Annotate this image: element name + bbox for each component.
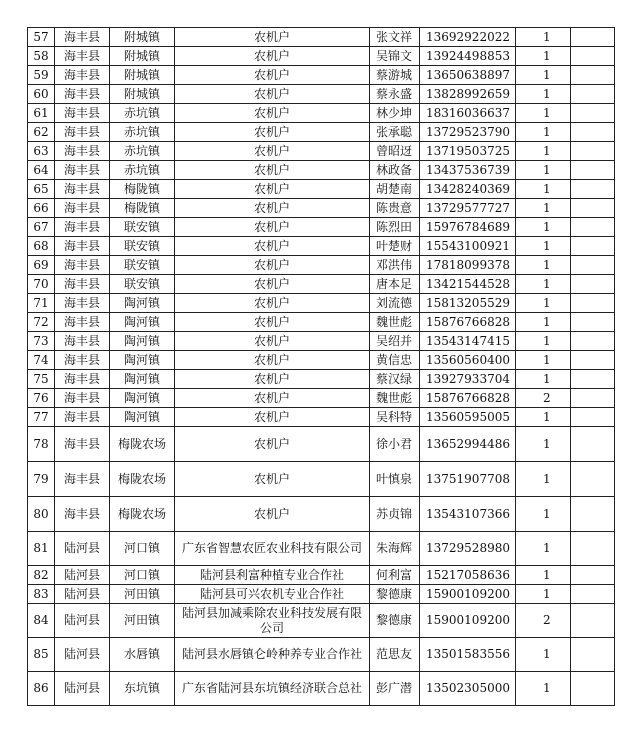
entity-cell: 农机户: [175, 256, 370, 275]
entity-cell: 农机户: [175, 313, 370, 332]
county-cell: 海丰县: [55, 389, 110, 408]
entity-cell: 农机户: [175, 462, 370, 497]
county-cell: 海丰县: [55, 218, 110, 237]
phone-cell: 13543107366: [420, 497, 516, 532]
empty-cell: [571, 161, 615, 180]
empty-cell: [571, 275, 615, 294]
county-cell: 陆河县: [55, 672, 110, 706]
entity-cell: 农机户: [175, 351, 370, 370]
phone-cell: 15900109200: [420, 585, 516, 604]
town-cell: 梅陇农场: [110, 497, 175, 532]
town-cell: 赤坑镇: [110, 104, 175, 123]
count-cell: 2: [516, 604, 571, 638]
count-cell: 1: [516, 427, 571, 462]
count-cell: 1: [516, 142, 571, 161]
county-cell: 陆河县: [55, 585, 110, 604]
phone-cell: 17818099378: [420, 256, 516, 275]
table-row: [28, 28, 615, 47]
empty-cell: [571, 332, 615, 351]
county-cell: 陆河县: [55, 532, 110, 566]
row-number-cell: 76: [28, 389, 55, 408]
phone-cell: 13692922022: [420, 28, 516, 47]
phone-cell: 15976784689: [420, 218, 516, 237]
entity-cell: 陆河县可兴农机专业合作社: [175, 585, 370, 604]
county-cell: 海丰县: [55, 142, 110, 161]
entity-cell: 陆河县加减乘除农业科技发展有限公司: [175, 604, 370, 638]
phone-cell: 13719503725: [420, 142, 516, 161]
table-row: [28, 123, 615, 142]
table-row: [28, 389, 615, 408]
empty-cell: [571, 180, 615, 199]
phone-cell: 13421544528: [420, 275, 516, 294]
empty-cell: [571, 370, 615, 389]
town-cell: 附城镇: [110, 66, 175, 85]
count-cell: 1: [516, 408, 571, 427]
contact-person-cell: 陈贵意: [370, 199, 420, 218]
row-number-cell: 71: [28, 294, 55, 313]
entity-cell: 农机户: [175, 161, 370, 180]
empty-cell: [571, 389, 615, 408]
count-cell: 1: [516, 462, 571, 497]
row-number-cell: 83: [28, 585, 55, 604]
count-cell: 1: [516, 199, 571, 218]
count-cell: 1: [516, 497, 571, 532]
table-row: [28, 313, 615, 332]
row-number-cell: 59: [28, 66, 55, 85]
contact-person-cell: 朱海辉: [370, 532, 420, 566]
row-number-cell: 75: [28, 370, 55, 389]
empty-cell: [571, 604, 615, 638]
empty-cell: [571, 66, 615, 85]
row-number-cell: 78: [28, 427, 55, 462]
empty-cell: [571, 497, 615, 532]
empty-cell: [571, 313, 615, 332]
contact-person-cell: 彭广潜: [370, 672, 420, 706]
row-number-cell: 63: [28, 142, 55, 161]
count-cell: 1: [516, 180, 571, 199]
empty-cell: [571, 28, 615, 47]
row-number-cell: 69: [28, 256, 55, 275]
entity-cell: 农机户: [175, 218, 370, 237]
table-row: [28, 672, 615, 706]
empty-cell: [571, 427, 615, 462]
town-cell: 水唇镇: [110, 638, 175, 672]
count-cell: 1: [516, 104, 571, 123]
table-row: [28, 104, 615, 123]
contact-person-cell: 何利富: [370, 566, 420, 585]
phone-cell: 13650638897: [420, 66, 516, 85]
entity-cell: 农机户: [175, 199, 370, 218]
entity-cell: 广东省陆河县东坑镇经济联合总社: [175, 672, 370, 706]
town-cell: 东坑镇: [110, 672, 175, 706]
town-cell: 附城镇: [110, 28, 175, 47]
phone-cell: 13428240369: [420, 180, 516, 199]
county-cell: 海丰县: [55, 237, 110, 256]
contact-person-cell: 范思友: [370, 638, 420, 672]
entity-cell: 农机户: [175, 104, 370, 123]
empty-cell: [571, 199, 615, 218]
phone-cell: 13729523790: [420, 123, 516, 142]
count-cell: 1: [516, 585, 571, 604]
row-number-cell: 65: [28, 180, 55, 199]
county-cell: 陆河县: [55, 638, 110, 672]
town-cell: 河口镇: [110, 532, 175, 566]
empty-cell: [571, 532, 615, 566]
county-cell: 海丰县: [55, 161, 110, 180]
entity-cell: 农机户: [175, 275, 370, 294]
town-cell: 联安镇: [110, 218, 175, 237]
row-number-cell: 58: [28, 47, 55, 66]
table-row: [28, 47, 615, 66]
entity-cell: 陆河县利富种植专业合作社: [175, 566, 370, 585]
count-cell: 1: [516, 85, 571, 104]
county-cell: 海丰县: [55, 199, 110, 218]
row-number-cell: 84: [28, 604, 55, 638]
entity-cell: 农机户: [175, 427, 370, 462]
entity-cell: 农机户: [175, 47, 370, 66]
count-cell: 1: [516, 47, 571, 66]
row-number-cell: 62: [28, 123, 55, 142]
phone-cell: 13560595005: [420, 408, 516, 427]
data-table: [27, 27, 615, 706]
phone-cell: 13652994486: [420, 427, 516, 462]
town-cell: 赤坑镇: [110, 142, 175, 161]
count-cell: 1: [516, 532, 571, 566]
table-row: [28, 638, 615, 672]
contact-person-cell: 苏贞锦: [370, 497, 420, 532]
town-cell: 联安镇: [110, 237, 175, 256]
count-cell: 1: [516, 672, 571, 706]
county-cell: 海丰县: [55, 351, 110, 370]
count-cell: 1: [516, 256, 571, 275]
entity-cell: 农机户: [175, 180, 370, 199]
table-row: [28, 237, 615, 256]
table-row: [28, 161, 615, 180]
row-number-cell: 86: [28, 672, 55, 706]
town-cell: 陶河镇: [110, 313, 175, 332]
row-number-cell: 82: [28, 566, 55, 585]
count-cell: 1: [516, 370, 571, 389]
contact-person-cell: 刘流德: [370, 294, 420, 313]
count-cell: 1: [516, 123, 571, 142]
county-cell: 海丰县: [55, 28, 110, 47]
count-cell: 1: [516, 313, 571, 332]
empty-cell: [571, 408, 615, 427]
empty-cell: [571, 218, 615, 237]
empty-cell: [571, 638, 615, 672]
town-cell: 河口镇: [110, 566, 175, 585]
phone-cell: 13501583556: [420, 638, 516, 672]
town-cell: 陶河镇: [110, 370, 175, 389]
count-cell: 1: [516, 66, 571, 85]
contact-person-cell: 吴绍并: [370, 332, 420, 351]
entity-cell: 陆河县水唇镇仑岭种养专业合作社: [175, 638, 370, 672]
row-number-cell: 66: [28, 199, 55, 218]
county-cell: 海丰县: [55, 332, 110, 351]
contact-person-cell: 吴锦文: [370, 47, 420, 66]
county-cell: 海丰县: [55, 66, 110, 85]
row-number-cell: 57: [28, 28, 55, 47]
table-row: [28, 585, 615, 604]
table-row: [28, 332, 615, 351]
phone-cell: 13924498853: [420, 47, 516, 66]
contact-person-cell: 蔡永盛: [370, 85, 420, 104]
phone-cell: 13927933704: [420, 370, 516, 389]
empty-cell: [571, 351, 615, 370]
count-cell: 1: [516, 218, 571, 237]
row-number-cell: 70: [28, 275, 55, 294]
entity-cell: 农机户: [175, 294, 370, 313]
county-cell: 海丰县: [55, 408, 110, 427]
county-cell: 海丰县: [55, 85, 110, 104]
county-cell: 海丰县: [55, 256, 110, 275]
table-row: [28, 408, 615, 427]
county-cell: 海丰县: [55, 427, 110, 462]
table-row: [28, 532, 615, 566]
empty-cell: [571, 256, 615, 275]
row-number-cell: 67: [28, 218, 55, 237]
town-cell: 联安镇: [110, 256, 175, 275]
contact-person-cell: 徐小君: [370, 427, 420, 462]
empty-cell: [571, 294, 615, 313]
phone-cell: 13729528980: [420, 532, 516, 566]
contact-person-cell: 魏世彪: [370, 313, 420, 332]
row-number-cell: 64: [28, 161, 55, 180]
county-cell: 海丰县: [55, 275, 110, 294]
phone-cell: 13543147415: [420, 332, 516, 351]
count-cell: 2: [516, 389, 571, 408]
town-cell: 赤坑镇: [110, 123, 175, 142]
entity-cell: 广东省智慧农匠农业科技有限公司: [175, 532, 370, 566]
contact-person-cell: 胡楚南: [370, 180, 420, 199]
table-row: [28, 66, 615, 85]
row-number-cell: 85: [28, 638, 55, 672]
entity-cell: 农机户: [175, 332, 370, 351]
contact-person-cell: 吴科特: [370, 408, 420, 427]
empty-cell: [571, 85, 615, 104]
county-cell: 海丰县: [55, 497, 110, 532]
entity-cell: 农机户: [175, 370, 370, 389]
phone-cell: 18316036637: [420, 104, 516, 123]
empty-cell: [571, 142, 615, 161]
empty-cell: [571, 123, 615, 142]
town-cell: 梅陇农场: [110, 427, 175, 462]
town-cell: 梅陇镇: [110, 199, 175, 218]
table-row: [28, 370, 615, 389]
county-cell: 海丰县: [55, 47, 110, 66]
contact-person-cell: 黄信忠: [370, 351, 420, 370]
count-cell: 1: [516, 28, 571, 47]
contact-person-cell: 陈烈田: [370, 218, 420, 237]
contact-person-cell: 唐本足: [370, 275, 420, 294]
entity-cell: 农机户: [175, 85, 370, 104]
town-cell: 梅陇镇: [110, 180, 175, 199]
table-row: [28, 199, 615, 218]
contact-person-cell: 张文祥: [370, 28, 420, 47]
contact-person-cell: 曾昭迓: [370, 142, 420, 161]
contact-person-cell: 蔡游城: [370, 66, 420, 85]
entity-cell: 农机户: [175, 497, 370, 532]
contact-person-cell: 蔡汉绿: [370, 370, 420, 389]
phone-cell: 15217058636: [420, 566, 516, 585]
table-row: [28, 427, 615, 462]
town-cell: 陶河镇: [110, 389, 175, 408]
county-cell: 海丰县: [55, 462, 110, 497]
count-cell: 1: [516, 638, 571, 672]
row-number-cell: 80: [28, 497, 55, 532]
phone-cell: 15900109200: [420, 604, 516, 638]
town-cell: 附城镇: [110, 85, 175, 104]
town-cell: 陶河镇: [110, 351, 175, 370]
entity-cell: 农机户: [175, 142, 370, 161]
town-cell: 河田镇: [110, 585, 175, 604]
phone-cell: 13560560400: [420, 351, 516, 370]
table-row: [28, 566, 615, 585]
row-number-cell: 60: [28, 85, 55, 104]
row-number-cell: 81: [28, 532, 55, 566]
town-cell: 附城镇: [110, 47, 175, 66]
table-row: [28, 275, 615, 294]
contact-person-cell: 张承聪: [370, 123, 420, 142]
empty-cell: [571, 566, 615, 585]
contact-person-cell: 黎德康: [370, 585, 420, 604]
empty-cell: [571, 585, 615, 604]
phone-cell: 13502305000: [420, 672, 516, 706]
empty-cell: [571, 104, 615, 123]
table-row: [28, 218, 615, 237]
entity-cell: 农机户: [175, 408, 370, 427]
table-body: [28, 28, 615, 706]
town-cell: 陶河镇: [110, 408, 175, 427]
count-cell: 1: [516, 566, 571, 585]
county-cell: 陆河县: [55, 566, 110, 585]
count-cell: 1: [516, 161, 571, 180]
table-row: [28, 256, 615, 275]
contact-person-cell: 叶楚财: [370, 237, 420, 256]
county-cell: 陆河县: [55, 604, 110, 638]
table-row: [28, 142, 615, 161]
phone-cell: 15876766828: [420, 313, 516, 332]
town-cell: 河田镇: [110, 604, 175, 638]
empty-cell: [571, 672, 615, 706]
entity-cell: 农机户: [175, 123, 370, 142]
row-number-cell: 77: [28, 408, 55, 427]
town-cell: 梅陇农场: [110, 462, 175, 497]
table-row: [28, 351, 615, 370]
entity-cell: 农机户: [175, 389, 370, 408]
county-cell: 海丰县: [55, 370, 110, 389]
phone-cell: 15543100921: [420, 237, 516, 256]
entity-cell: 农机户: [175, 66, 370, 85]
phone-cell: 15813205529: [420, 294, 516, 313]
county-cell: 海丰县: [55, 180, 110, 199]
phone-cell: 15876766828: [420, 389, 516, 408]
entity-cell: 农机户: [175, 28, 370, 47]
town-cell: 赤坑镇: [110, 161, 175, 180]
table-row: [28, 497, 615, 532]
count-cell: 1: [516, 275, 571, 294]
phone-cell: 13751907708: [420, 462, 516, 497]
count-cell: 1: [516, 332, 571, 351]
table-row: [28, 604, 615, 638]
contact-person-cell: 邓洪伟: [370, 256, 420, 275]
row-number-cell: 73: [28, 332, 55, 351]
town-cell: 陶河镇: [110, 294, 175, 313]
contact-person-cell: 林少坤: [370, 104, 420, 123]
town-cell: 陶河镇: [110, 332, 175, 351]
table-row: [28, 85, 615, 104]
county-cell: 海丰县: [55, 294, 110, 313]
county-cell: 海丰县: [55, 313, 110, 332]
count-cell: 1: [516, 294, 571, 313]
count-cell: 1: [516, 237, 571, 256]
row-number-cell: 61: [28, 104, 55, 123]
phone-cell: 13828992659: [420, 85, 516, 104]
count-cell: 1: [516, 351, 571, 370]
table-row: [28, 294, 615, 313]
row-number-cell: 68: [28, 237, 55, 256]
row-number-cell: 79: [28, 462, 55, 497]
table-row: [28, 180, 615, 199]
empty-cell: [571, 462, 615, 497]
phone-cell: 13437536739: [420, 161, 516, 180]
phone-cell: 13729577727: [420, 199, 516, 218]
contact-person-cell: 叶慎泉: [370, 462, 420, 497]
table-row: [28, 462, 615, 497]
empty-cell: [571, 47, 615, 66]
empty-cell: [571, 237, 615, 256]
contact-person-cell: 黎德康: [370, 604, 420, 638]
town-cell: 联安镇: [110, 275, 175, 294]
county-cell: 海丰县: [55, 104, 110, 123]
contact-person-cell: 林政备: [370, 161, 420, 180]
contact-person-cell: 魏世彪: [370, 389, 420, 408]
entity-cell: 农机户: [175, 237, 370, 256]
county-cell: 海丰县: [55, 123, 110, 142]
row-number-cell: 72: [28, 313, 55, 332]
row-number-cell: 74: [28, 351, 55, 370]
